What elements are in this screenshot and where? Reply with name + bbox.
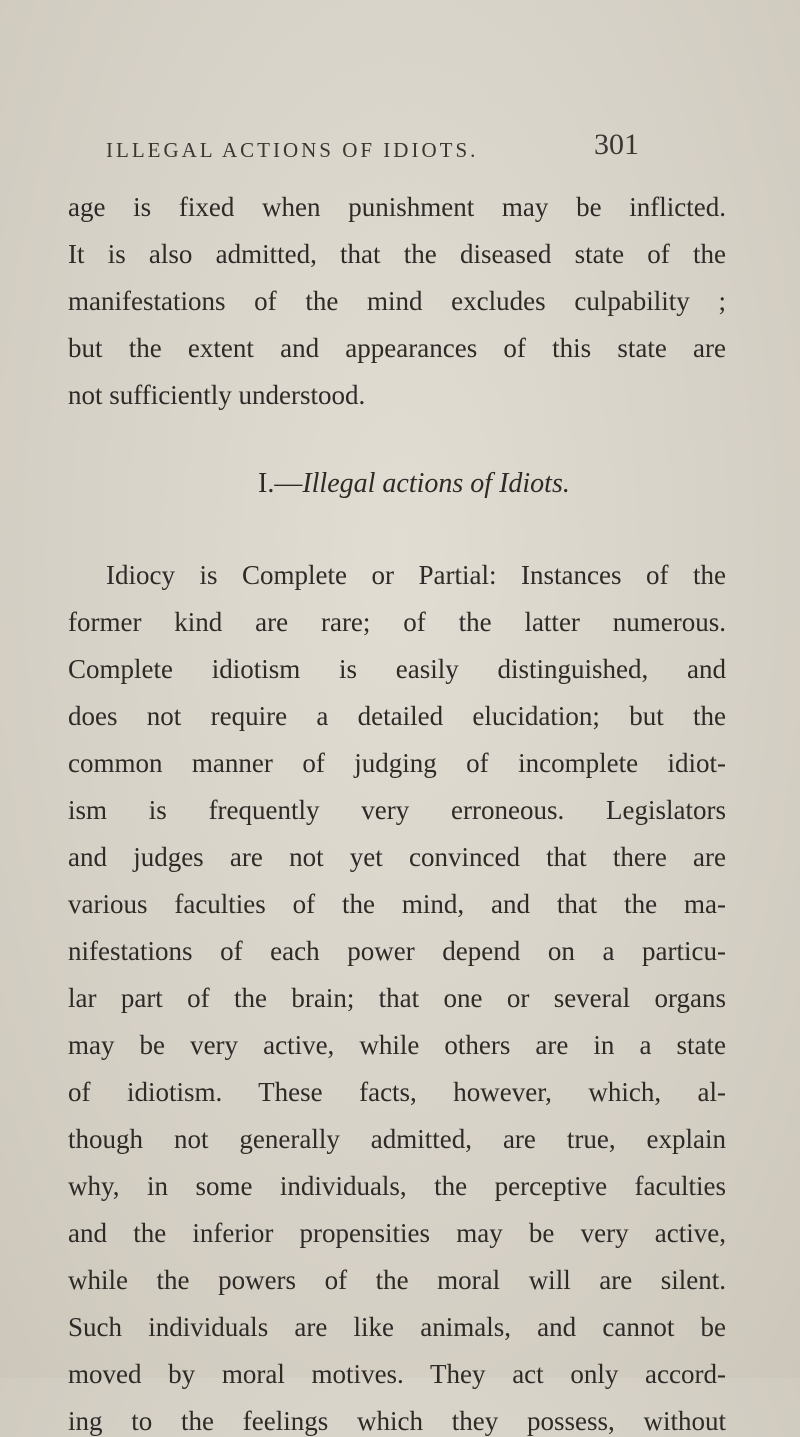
body-line: may be very active, while others are in a state (68, 1030, 726, 1060)
page-number: 301 (594, 128, 639, 161)
body-line: moved by moral motives. They act only accord- (68, 1359, 726, 1389)
body-line: ing to the feelings which they possess, without (68, 1406, 726, 1436)
body-line: various faculties of the mind, and that the ma- (68, 889, 726, 919)
body-line: ism is frequently very erroneous. Legislators (68, 795, 726, 825)
intro-line: manifestations of the mind excludes culpability ; (68, 286, 726, 316)
intro-line: but the extent and appearances of this state are (68, 333, 726, 363)
body-line: nifestations of each power depend on a particu- (68, 936, 726, 966)
body-line: common manner of judging of incomplete idiot- (68, 748, 726, 778)
body-line: does not require a detailed elucidation; but the (68, 701, 726, 731)
running-title: ILLEGAL ACTIONS OF IDIOTS. (106, 138, 479, 162)
body-line: and the inferior propensities may be very active, (68, 1218, 726, 1248)
body-line: and judges are not yet convinced that there are (68, 842, 726, 872)
body-line: Idiocy is Complete or Partial: Instances of the (106, 560, 726, 590)
body-line: though not generally admitted, are true, explain (68, 1124, 726, 1154)
body-line: why, in some individuals, the perceptive faculties (68, 1171, 726, 1201)
intro-line: not sufficiently understood. (68, 380, 366, 410)
section-numeral: I.— (258, 468, 303, 499)
body-line: while the powers of the moral will are silent. (68, 1265, 726, 1295)
body-line: of idiotism. These facts, however, which, al- (68, 1077, 726, 1107)
body-line: lar part of the brain; that one or several organs (68, 983, 726, 1013)
intro-line: age is fixed when punishment may be inflicted. (68, 192, 726, 222)
body-line: Complete idiotism is easily distinguished, and (68, 654, 726, 684)
body-line: Such individuals are like animals, and cannot be (68, 1312, 726, 1342)
intro-line: It is also admitted, that the diseased state of the (68, 239, 726, 269)
section-heading (258, 468, 570, 500)
body-line: former kind are rare; of the latter numerous. (68, 607, 726, 637)
section-title: Illegal actions of Idiots. (302, 468, 570, 499)
